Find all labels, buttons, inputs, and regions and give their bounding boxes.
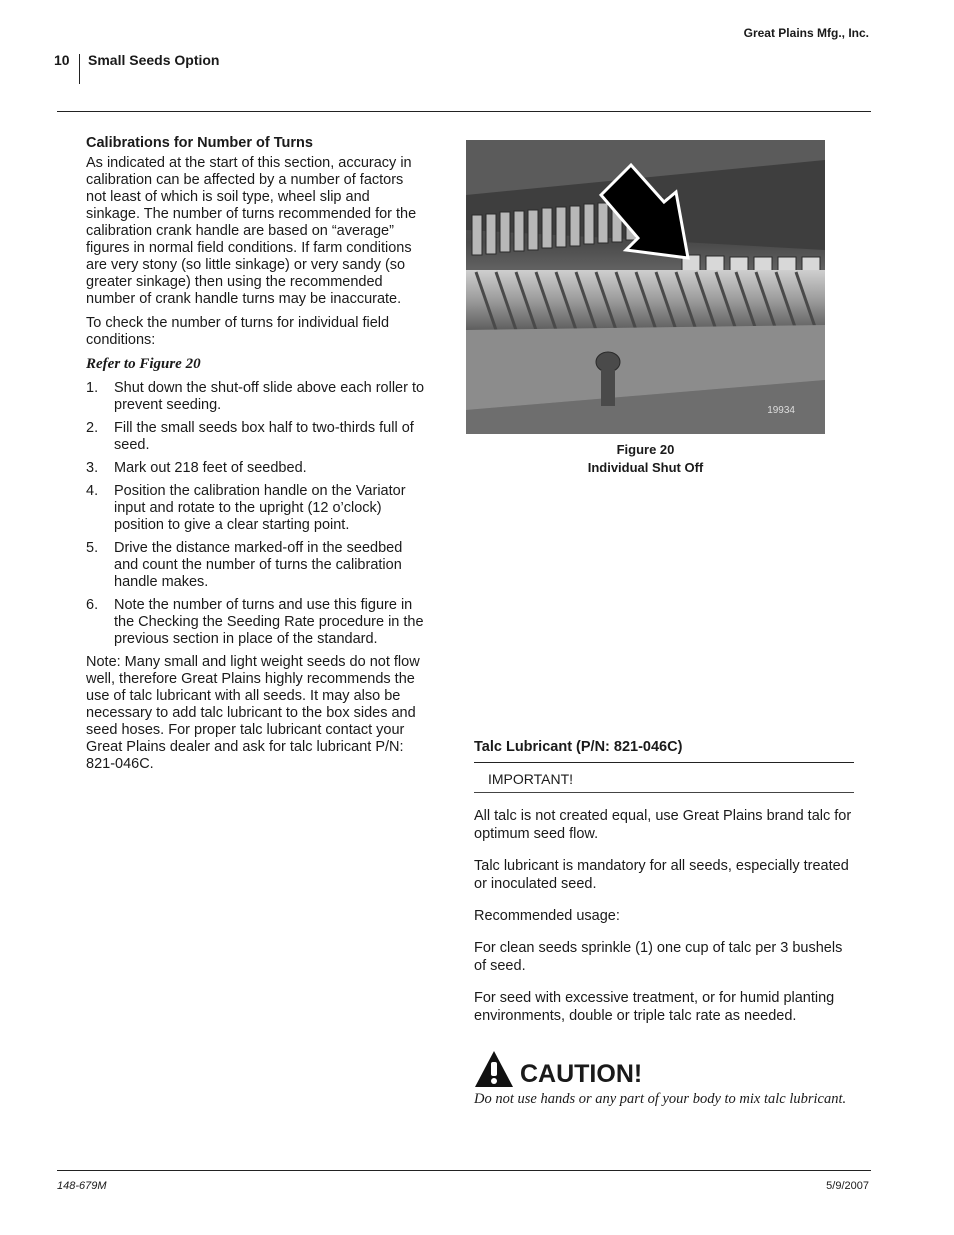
list-item bbox=[86, 483, 426, 534]
footer-rule bbox=[57, 1170, 871, 1171]
list-item bbox=[86, 597, 426, 648]
photo-id: 19934 bbox=[767, 405, 795, 416]
intro-paragraph: As indicated at the start of this section, accuracy in calibration can be affected by a number of factors not least of which is soil type, wheel slip and sinkage. The number of turns recommended for the calibration crank handle are based on “average” figures in normal field conditions. If farm conditions are very stony (so little sinkage) or very sandy (so greater sinkage) then using the recommended number of crank handle turns may be inaccurate. bbox=[86, 155, 417, 307]
header-rule bbox=[57, 111, 871, 112]
talc-paragraph: For clean seeds sprinkle (1) one cup of talc per 3 bushels of seed. bbox=[474, 940, 843, 974]
header-divider bbox=[79, 54, 80, 84]
steps-list bbox=[86, 380, 426, 648]
talc-heading: Talc Lubricant (P/N: 821-046C) bbox=[474, 738, 854, 763]
step-number: 6. bbox=[86, 597, 99, 613]
warning-triangle-icon bbox=[474, 1050, 514, 1088]
step-number: 5. bbox=[86, 540, 99, 556]
talc-section bbox=[474, 738, 854, 1025]
caution-header bbox=[474, 1050, 854, 1088]
section-title: Small Seeds Option bbox=[88, 52, 220, 68]
list-item bbox=[86, 380, 426, 414]
caution-text: Do not use hands or any part of your body to mix talc lubricant. bbox=[474, 1091, 847, 1107]
step-number: 3. bbox=[86, 460, 99, 476]
list-item bbox=[86, 540, 426, 591]
step-text: Note the number of turns and use this figure in the Checking the Seeding Rate procedure in the previous section in place of the standard. bbox=[114, 597, 424, 647]
talc-paragraph: All talc is not created equal, use Great Plains brand talc for optimum seed flow. bbox=[474, 808, 852, 842]
step-number: 4. bbox=[86, 483, 99, 499]
figure-label: Figure 20 bbox=[616, 442, 675, 457]
talc-paragraph: For seed with excessive treatment, or for humid planting environments, double or triple talc rate as needed. bbox=[474, 990, 835, 1024]
caution-title: CAUTION! bbox=[520, 1060, 643, 1088]
list-item bbox=[86, 420, 426, 454]
step-number: 1. bbox=[86, 380, 99, 396]
figure-title: Individual Shut Off bbox=[587, 460, 704, 475]
list-item bbox=[86, 460, 426, 477]
seed-meter-illustration bbox=[466, 140, 825, 434]
step-text: Shut down the shut-off slide above each roller to prevent seeding. bbox=[114, 380, 425, 413]
important-label: IMPORTANT! bbox=[474, 763, 854, 793]
talc-paragraph: Recommended usage: bbox=[474, 908, 620, 924]
talc-paragraph: Talc lubricant is mandatory for all seeds, especially treated or inoculated seed. bbox=[474, 858, 849, 892]
figure-reference: Refer to Figure 20 bbox=[86, 356, 201, 372]
figure-photo bbox=[466, 140, 825, 434]
step-text: Position the calibration handle on the Variator input and rotate to the upright (12 o’clock) position to give a clear starting point. bbox=[114, 483, 406, 533]
page-number: 10 bbox=[54, 52, 70, 68]
document-date: 5/9/2007 bbox=[826, 1180, 869, 1192]
note-paragraph: Note: Many small and light weight seeds do not flow well, therefore Great Plains highly recommends the use of talc lubricant with all seeds. It may also be necessary to add talc lubricant to the box sides and seed hoses. For proper talc lubricant contact your Great Plains dealer and ask for talc lubricant P/N: 821-046C. bbox=[86, 654, 420, 772]
calibration-heading: Calibrations for Number of Turns bbox=[86, 135, 313, 151]
caution-block bbox=[474, 1050, 854, 1108]
step-text: Mark out 218 feet of seedbed. bbox=[114, 460, 307, 476]
document-number: 148-679M bbox=[57, 1180, 107, 1192]
figure-caption bbox=[466, 441, 825, 477]
step-text: Drive the distance marked-off in the seedbed and count the number of turns the calibration handle makes. bbox=[114, 540, 403, 590]
step-number: 2. bbox=[86, 420, 99, 436]
step-text: Fill the small seeds box half to two-thirds full of seed. bbox=[114, 420, 414, 453]
check-paragraph: To check the number of turns for individual field conditions: bbox=[86, 315, 390, 348]
company-name: Great Plains Mfg., Inc. bbox=[743, 26, 869, 40]
left-column bbox=[86, 135, 426, 780]
